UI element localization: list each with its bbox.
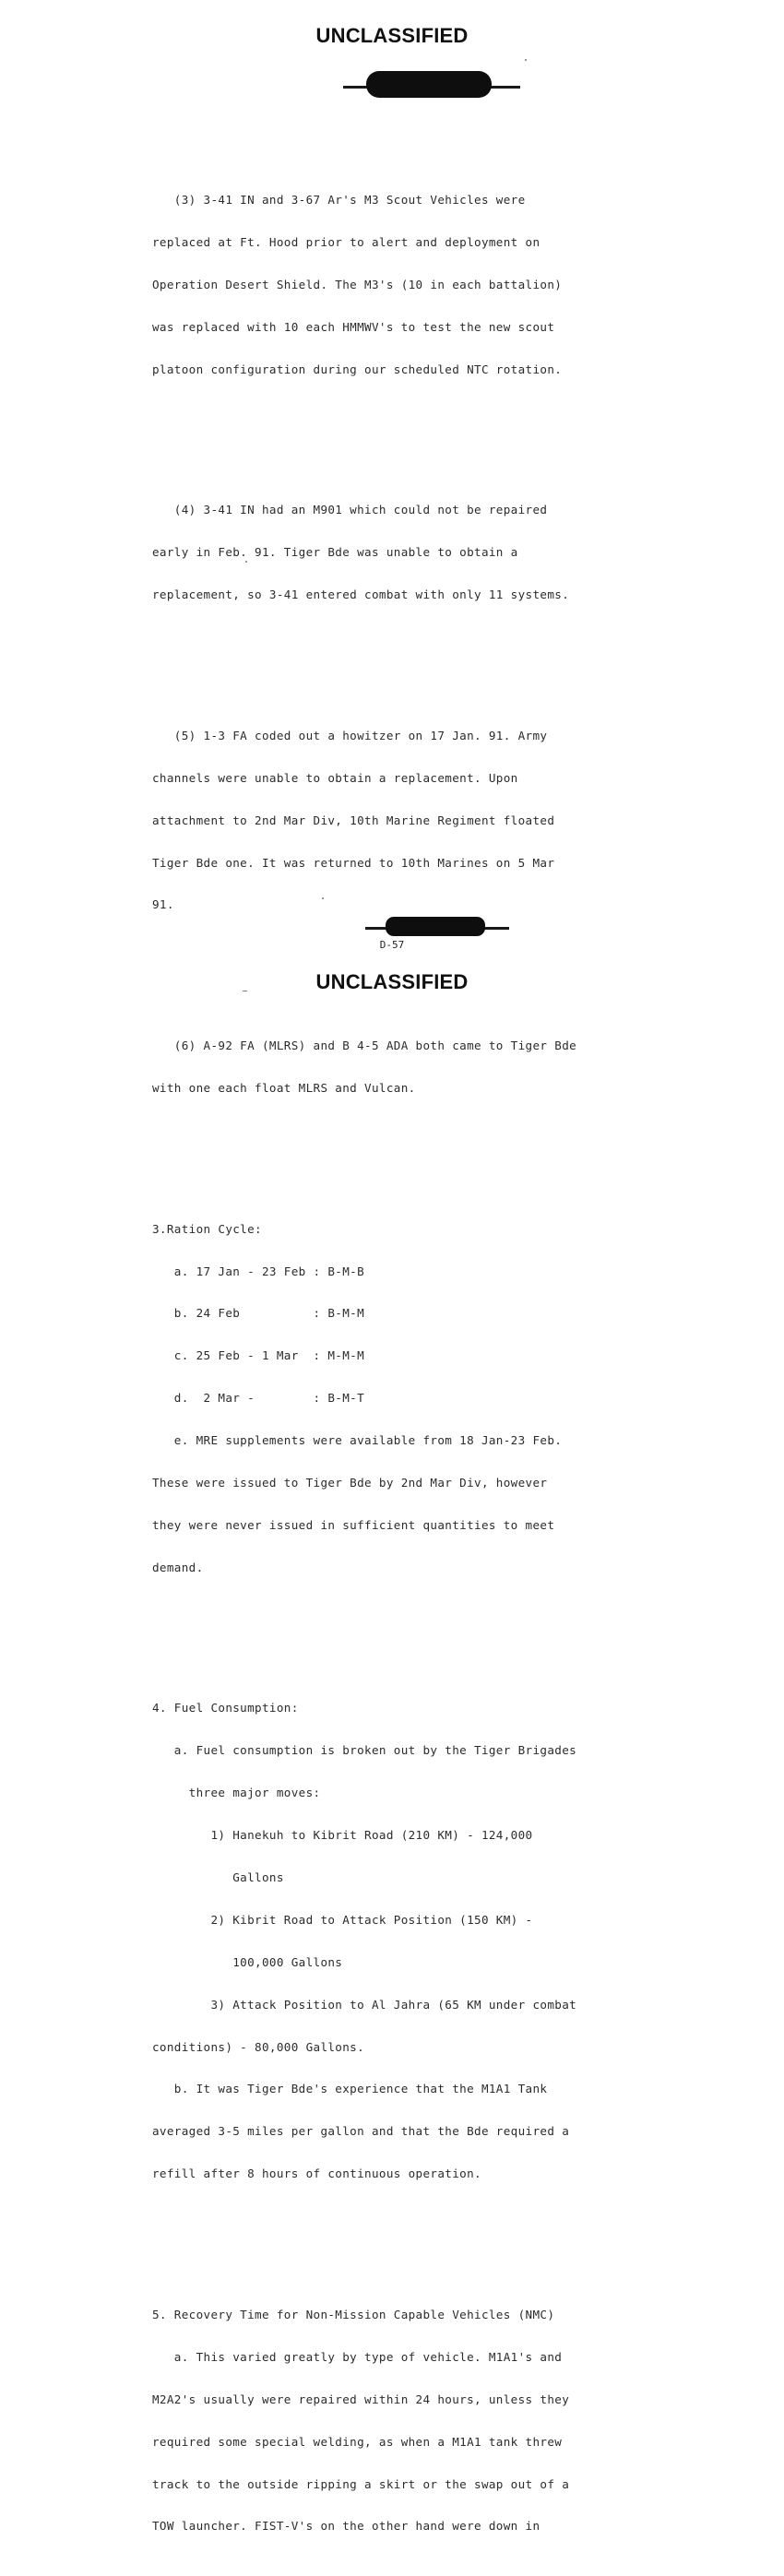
text-line: conditions) - 80,000 Gallons. [152,2039,365,2054]
text-line: b. 24 Feb : B-M-M [152,1306,365,1321]
scan-speck [525,59,527,61]
text-line: (3) 3-41 IN and 3-67 Ar's M3 Scout Vehicles were [152,193,526,208]
section-heading: 3.Ration Cycle: [152,1221,262,1236]
text-line: replaced at Ft. Hood prior to alert and deployment on [152,235,540,250]
classification-footer: UNCLASSIFIED [315,970,469,993]
text-line: e. MRE supplements were available from 18 Jan-23 Feb. [152,1433,563,1448]
text-line: channels were unable to obtain a replacement. Upon [152,770,518,785]
text-line: 100,000 Gallons [152,1954,343,1969]
text-line: a. Fuel consumption is broken out by the Tiger Brigades [152,1743,577,1758]
text-line: with one each float MLRS and Vulcan. [152,1081,416,1095]
text-line: Operation Desert Shield. The M3's (10 in each battalion) [152,277,563,291]
section-ration-cycle [152,1193,696,1603]
text-line: a. This varied greatly by type of vehicle. M1A1's and [152,2349,563,2364]
section-recovery-time [152,2279,696,2561]
paragraph-howitzer [152,700,696,940]
text-line: Gallons [152,1870,284,1885]
text-line: 2) Kibrit Road to Attack Position (150 KM) - [152,1912,533,1927]
text-line: a. 17 Jan - 23 Feb : B-M-B [152,1264,365,1278]
text-line: TOW launcher. FIST-V's on the other hand were down in [152,2519,540,2534]
paragraph-m901 [152,475,696,630]
text-line: (5) 1-3 FA coded out a howitzer on 17 Jan. 91. Army [152,728,548,742]
text-line: Tiger Bde one. It was returned to 10th Marines on 5 Mar [152,855,555,870]
text-line: required some special welding, as when a M1A1 tank threw [152,2434,563,2449]
text-line: 3) Attack Position to Al Jahra (65 KM under combat [152,1997,577,2012]
classification-header: UNCLASSIFIED [315,24,469,47]
text-line: 1) Hanekuh to Kibrit Road (210 KM) - 124,000 [152,1828,533,1843]
redaction-mark-top [366,71,492,98]
text-line: These were issued to Tiger Bde by 2nd Mar Div, however [152,1476,548,1490]
text-line: early in Feb. 91. Tiger Bde was unable to obtain a [152,545,518,560]
text-line: three major moves: [152,1786,321,1800]
section-heading: 4. Fuel Consumption: [152,1701,299,1715]
scan-speck [245,561,247,563]
text-line: refill after 8 hours of continuous operation. [152,2166,481,2181]
text-line: was replaced with 10 each HMMWV's to test the new scout [152,319,555,334]
text-line: demand. [152,1560,204,1574]
redaction-mark-bottom [386,917,485,936]
page-number: D-57 [379,939,405,951]
section-heading: 5. Recovery Time for Non-Mission Capable Vehicles (NMC) [152,2307,555,2321]
text-line: (6) A-92 FA (MLRS) and B 4-5 ADA both came to Tiger Bde [152,1039,577,1053]
document-body [152,137,696,2576]
text-line: platoon configuration during our scheduled NTC rotation. [152,362,563,376]
scan-speck [322,897,324,899]
text-line: they were never issued in sufficient quantities to meet [152,1517,555,1532]
paragraph-scout-vehicles [152,165,696,405]
text-line: c. 25 Feb - 1 Mar : M-M-M [152,1348,365,1363]
text-line: attachment to 2nd Mar Div, 10th Marine Regiment floated [152,813,555,827]
text-line: track to the outside ripping a skirt or the swap out of a [152,2476,570,2491]
text-line: averaged 3-5 miles per gallon and that the Bde required a [152,2124,570,2139]
text-line: (4) 3-41 IN had an M901 which could not be repaired [152,503,548,517]
text-line: 91. [152,897,174,912]
text-line: b. It was Tiger Bde's experience that the M1A1 Tank [152,2082,548,2096]
section-fuel-consumption [152,1673,696,2209]
paragraph-mlrs-vulcan [152,1011,696,1123]
text-line: M2A2's usually were repaired within 24 hours, unless they [152,2392,570,2406]
text-line: d. 2 Mar - : B-M-T [152,1391,365,1406]
text-line: replacement, so 3-41 entered combat with only 11 systems. [152,588,570,602]
